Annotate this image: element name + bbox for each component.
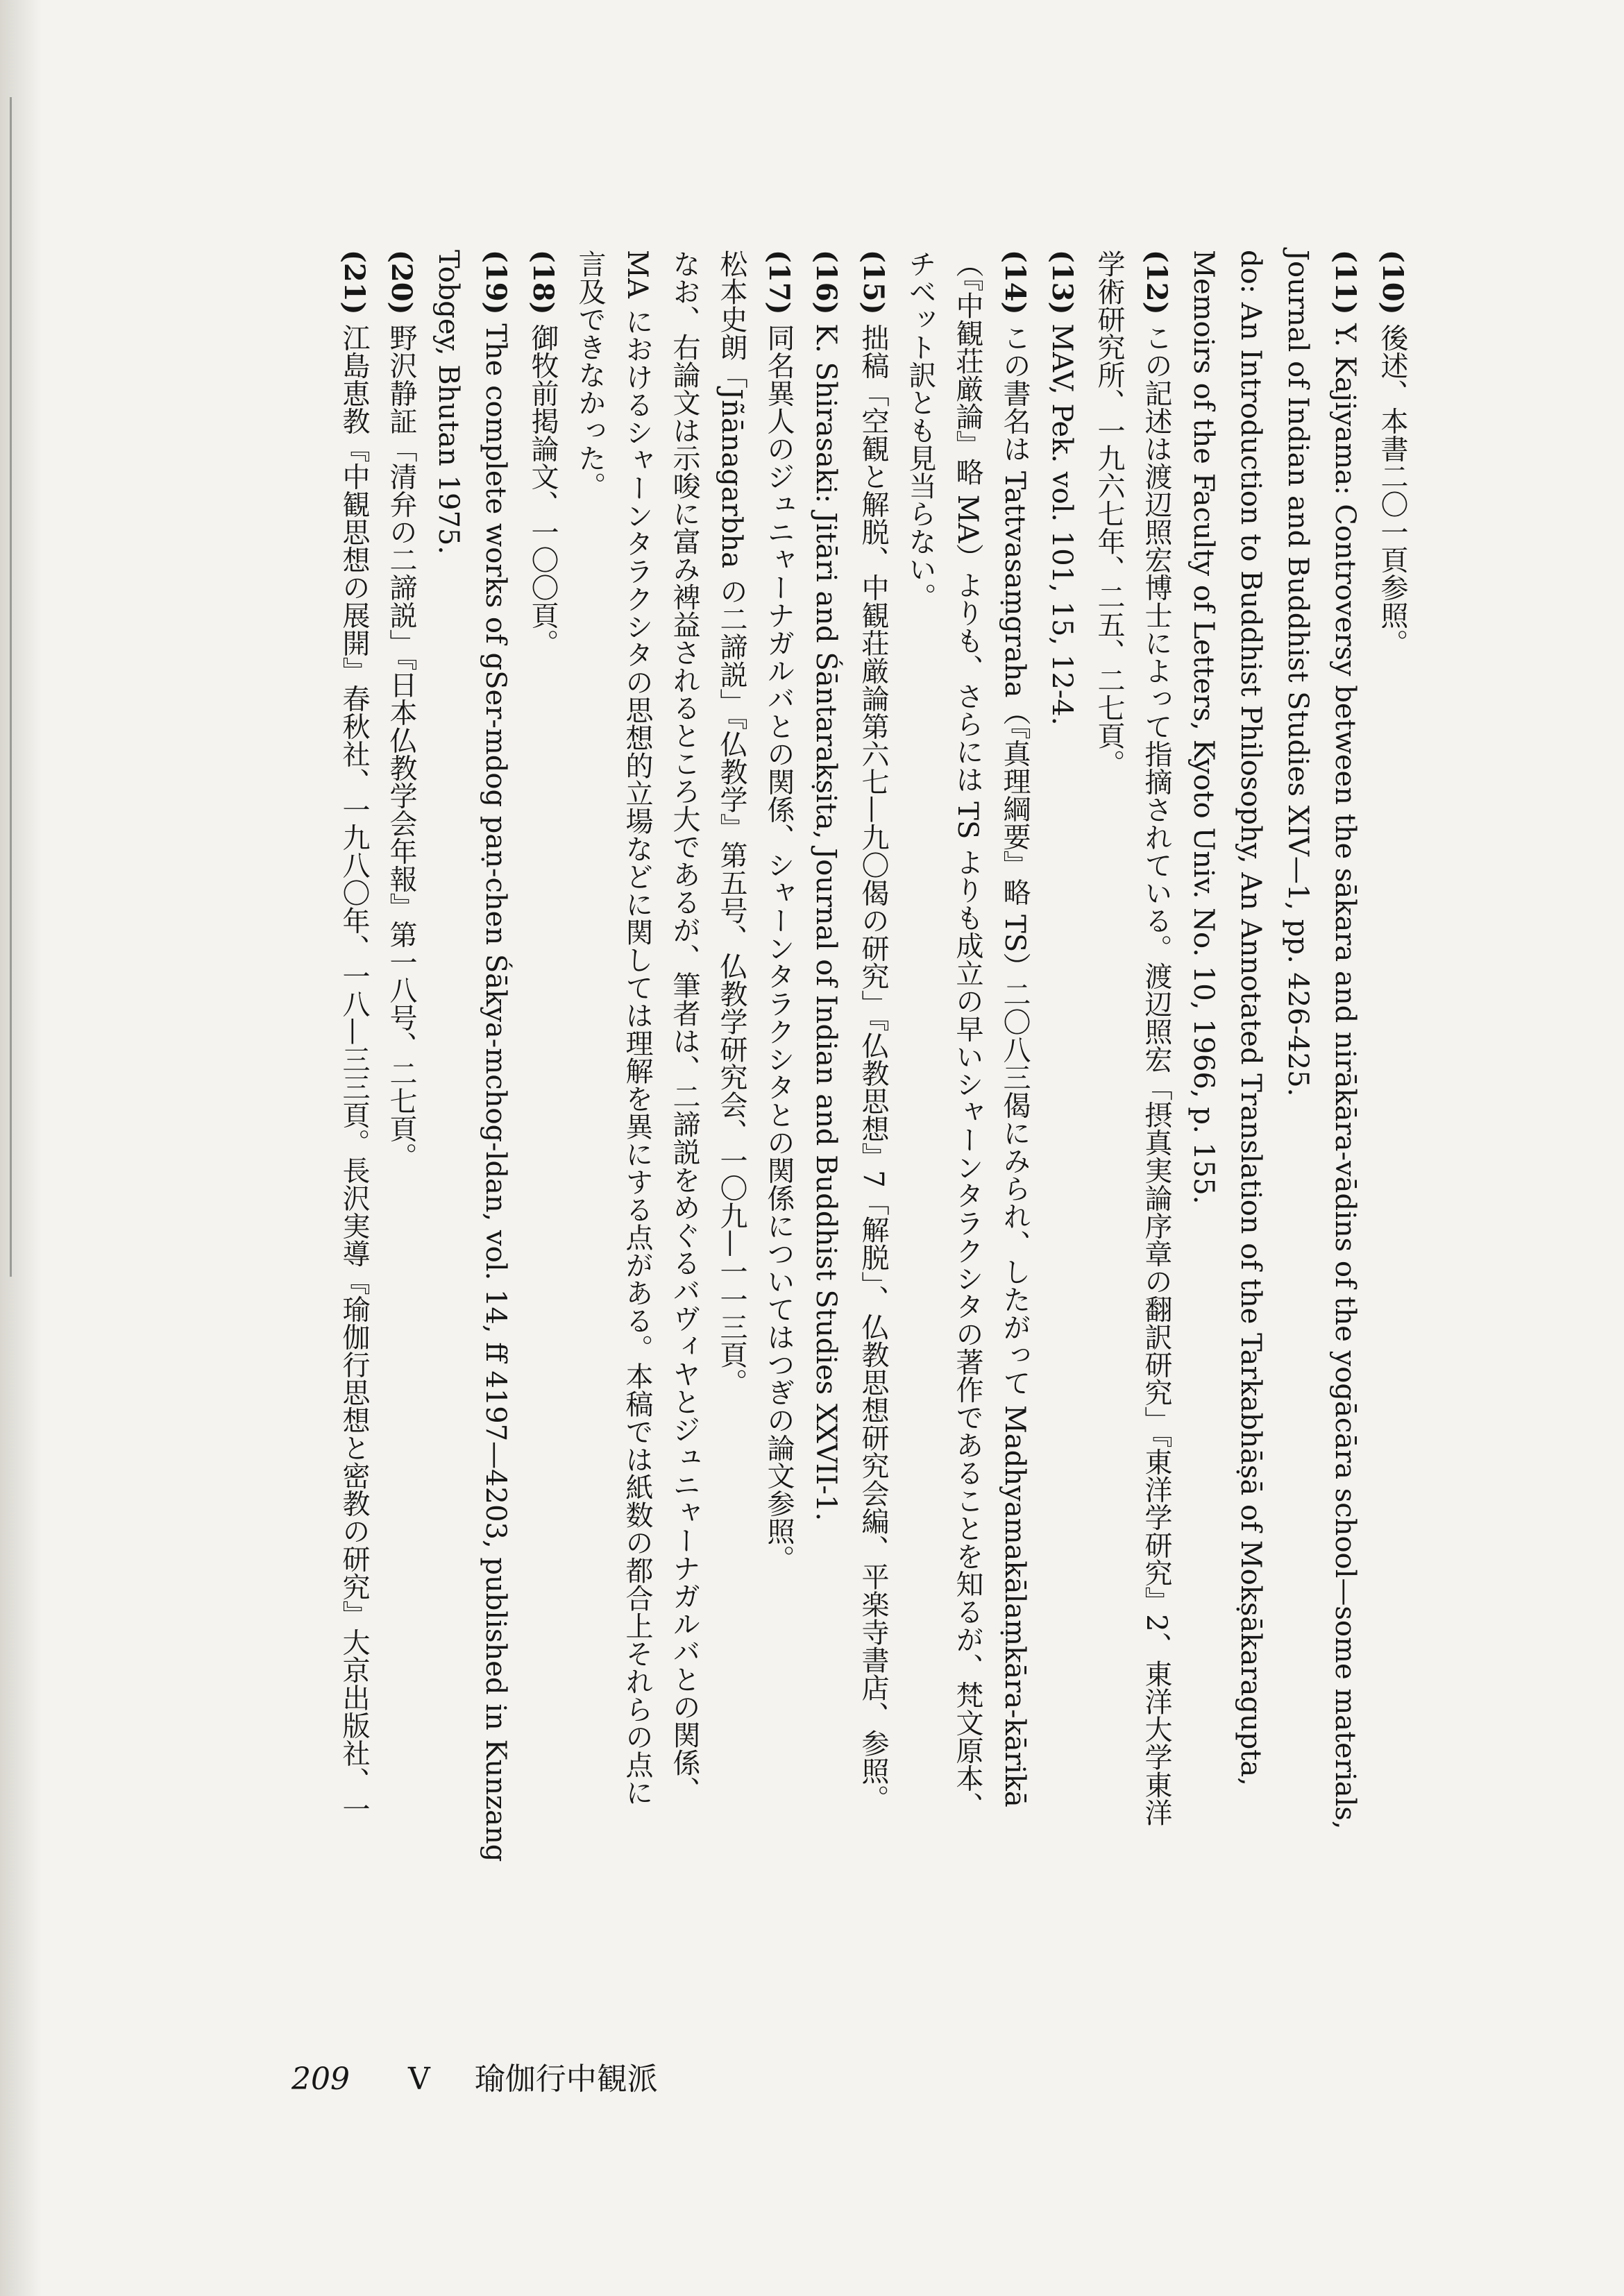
footnote-continuation: Tobgey, Bhutan 1975. [432,250,464,555]
footnote-continuation: なお、右論文は示唆に富み裨益されるところ大であるが、筆者は、二諦説をめぐるバヴィヤとジュニャーナガルバとの関係、 [668,250,700,1804]
binding-line [10,97,12,1277]
footnote-number: (15) [857,250,890,315]
footnote-text: この記述は渡辺照宏博士によって指摘されている。渡辺照宏「摂真実論序章の翻訳研究」『東洋学研究』2、東洋大学東洋 [1140,323,1172,1826]
footnote-15 [849,250,897,1984]
footnote-continuation: MA におけるシャーンタラクシタの思想的立場などに関しては理解を異にする点がある。本稿では紙数の都合上それらの点に [621,250,653,1806]
footnote-number: (10) [1376,250,1409,315]
footnote-text: do: An Introduction to Buddhist Philosophy, An Annotated Translation of the Tarkabhāṣā of Mokṣākaragupta, [1235,250,1267,1786]
page-edge-shadow [0,0,42,2296]
footnote-17 [566,250,802,1984]
footnote-number: (11) [1329,250,1362,315]
footnote-text: 野沢静証「清弁の二諦説」『日本仏教学会年報』第一八号、二七頁。 [385,323,417,1171]
footnote-10 [1369,250,1416,1984]
part-number: V [407,2061,430,2097]
page-footer [291,2054,658,2098]
footnote-text: この書名は Tattvasaṃgraha（『真理綱要』略 TS）二〇八三偈にみられ、したがって Madhyamakālaṃkāra-kārikā [999,323,1031,1808]
footnote-continuation: Journal of Indian and Buddhist Studies XIV—1, pp. 426-425. [1282,250,1314,1097]
footnote-number: (20) [385,250,418,315]
footnote-text: 江島恵教『中観思想の展開』春秋社、一九八〇年、一八—三三頁。長沢実導『瑜伽行思想と密教の研究』大京出版社、一 [338,323,370,1823]
footnote-19 [425,250,519,1984]
footnote-text: 同名異人のジュニャーナガルバとの関係、シャーンタラクシタとの関係についてはつぎの論文参照。 [763,323,795,1573]
footnote-text: Y. Kajiyama: Controversy between the sākara and nirākāra-vādins of the yogācāra school—some materials, [1329,323,1361,1830]
footnote-11 [1274,250,1369,1984]
footnote-12 [1085,250,1180,1984]
footnote-continuation: 松本史朗「Jñānagarbha の二諦説」『仏教学』第五号、仏教学研究会、一〇九—一一三頁。 [716,250,747,1396]
footnote-number: (16) [810,250,843,315]
footnote-continuation: 言及できなかった。 [574,250,606,500]
footnote-text: MAV, Pek. vol. 101, 15, 12-4. [1046,323,1078,726]
footnote-text: 拙稿「空観と解脱、中観荘厳論第六七—九〇偈の研究」『仏教思想』7「解脱」、仏教思想研究会編、平楽寺書店、参照。 [857,323,889,1812]
footnote-text: The complete works of gSer-mdog paṇ-chen Śākya-mchog-ldan, vol. 14, ff 4197—4203, published in Kunzang [480,323,511,1862]
footnote-number: (21) [338,250,371,315]
footnote-text: 後述、本書二〇一頁参照。 [1376,323,1408,657]
footnote-18 [519,250,566,1984]
footnote-20 [378,250,425,1984]
footnote-continuation: 学術研究所、一九六七年、二五、二七頁。 [1093,250,1125,777]
page-number: 209 [291,2061,350,2097]
footnote-continuation: Memoirs of the Faculty of Letters, Kyoto Univ. No. 10, 1966, p. 155. [1187,250,1219,1205]
footnote-16 [802,250,849,1984]
footnote-21 [330,250,378,1984]
footnote-number: (12) [1140,250,1173,315]
footnotes-column [330,250,1416,1984]
footnote-number: (18) [527,250,559,315]
footnote-number: (14) [999,250,1031,315]
section-title: 瑜伽行中観派 [474,2061,658,2097]
footnote-number: (13) [1046,250,1079,315]
footnote-number: (17) [763,250,795,315]
footnote-continuation: （『中観荘厳論』略 MA）よりも、さらには TS よりも成立の早いシャーンタラクシタの著作であることを知るが、梵文原本、 [951,250,983,1820]
footnote-number: (19) [480,250,512,315]
footnote-14 [897,250,1038,1984]
footnote-11b [1180,250,1274,1984]
footnote-text: 御牧前掲論文、一〇〇頁。 [527,323,559,657]
footnote-continuation: チベット訳とも見当らない。 [904,250,936,611]
footnote-13 [1038,250,1085,1984]
footnote-text: K. Shirasaki: Jitāri and Śāntarakṣita, Journal of Indian and Buddhist Studies XXVII-1. [810,323,842,1522]
